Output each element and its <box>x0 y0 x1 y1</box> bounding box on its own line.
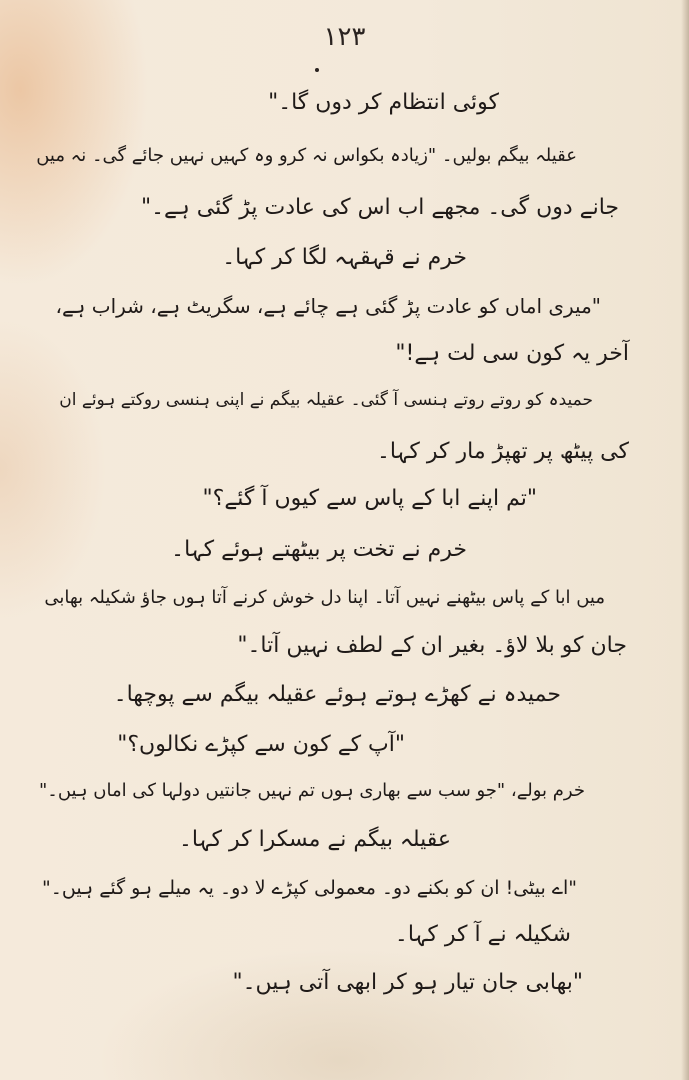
text-line-2: عقیلہ بیگم بولیں۔ "زیادہ بکواس نہ کرو وہ کہیں نہیں جائے گی۔ نہ میں <box>36 145 577 166</box>
page-edge-shadow <box>681 0 689 1080</box>
text-line-6: آخر یہ کون سی لت ہے!" <box>395 341 629 366</box>
text-line-5: "میری اماں کو عادت پڑ گئی ہے چائے ہے، سگریٹ ہے، شراب ہے، <box>55 294 601 318</box>
text-line-14: "آپ کے کون سے کپڑے نکالوں؟" <box>117 732 405 757</box>
text-line-18: شکیلہ نے آ کر کہا۔ <box>394 922 571 947</box>
text-line-10: خرم نے تخت پر بیٹھتے ہوئے کہا۔ <box>171 537 467 562</box>
text-line-7: حمیدہ کو روتے روتے ہنسی آ گئی۔ عقیلہ بیگم نے اپنی ہنسی روکتے ہوئے ان <box>59 390 593 410</box>
text-line-13: حمیدہ نے کھڑے ہوتے ہوئے عقیلہ بیگم سے پوچھا۔ <box>113 682 561 707</box>
text-line-16: عقیلہ بیگم نے مسکرا کر کہا۔ <box>179 827 451 852</box>
text-line-3: جانے دوں گی۔ مجھے اب اس کی عادت پڑ گئی ہے۔" <box>141 195 619 220</box>
text-line-8: کی پیٹھ پر تھپڑ مار کر کہا۔ <box>376 439 629 464</box>
text-line-17: "اے بیٹی! ان کو بکنے دو۔ معمولی کپڑے لا دو۔ یہ میلے ہو گئے ہیں۔" <box>41 877 577 899</box>
page-number: ۱۲۳ <box>323 22 366 52</box>
text-line-1: کوئی انتظام کر دوں گا۔" <box>268 90 499 115</box>
text-line-19: "بھابی جان تیار ہو کر ابھی آتی ہیں۔" <box>232 970 583 995</box>
ink-dot <box>315 68 319 72</box>
text-line-15: خرم بولے، "جو سب سے بھاری ہوں تم نہیں جانتیں دولہا کی اماں ہیں۔" <box>39 780 585 801</box>
text-line-11: میں ابا کے پاس بیٹھنے نہیں آتا۔ اپنا دل خوش کرنے آتا ہوں جاؤ شکیلہ بھابی <box>44 587 605 608</box>
text-line-4: خرم نے قہقہہ لگا کر کہا۔ <box>222 245 467 270</box>
text-line-9: "تم اپنے ابا کے پاس سے کیوں آ گئے؟" <box>202 486 537 511</box>
text-line-12: جان کو بلا لاؤ۔ بغیر ان کے لطف نہیں آتا۔" <box>237 633 627 658</box>
